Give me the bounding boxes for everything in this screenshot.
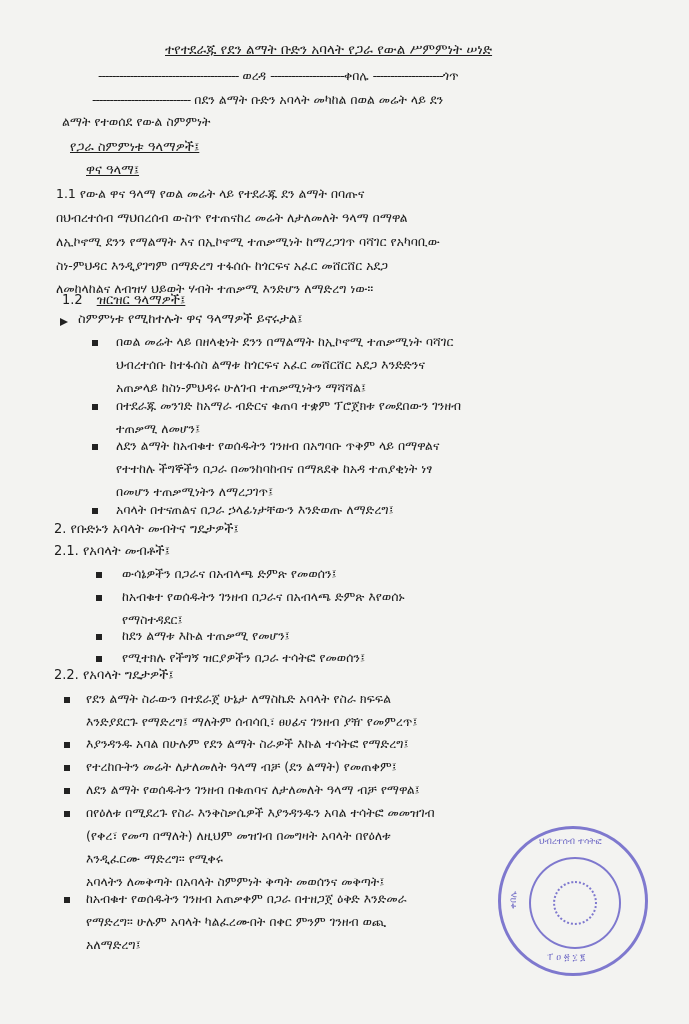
- bullet-icon: [64, 765, 70, 771]
- rights-item-line: ውሳኔዎችን በጋራና በአብላጫ ድምጽ የመወሰን፤: [122, 566, 337, 581]
- duties-item-line: የደን ልማት ስራውን በተደራጀ ሁኔታ ለማስኬድ አባላት የስራ ክፍፍል: [86, 691, 392, 706]
- stamp-text-top: ህብረተሰብ ተሳትፎ: [539, 837, 602, 847]
- location-fill-line: ---------------------------------------- ወረዳ ---------------------ቀበሌ --------------------ጎጥ: [98, 68, 459, 83]
- specific-intro: ስምምነቱ የሚከተሉት ዋና ዓላማዎች ይኖሩታል፤: [78, 312, 303, 327]
- main-goal-line: በህብረተሰብ ማህበረሰብ ውስጥ የተጠናከረ መሬት ለታለመለት ዓላማ በማዋል: [56, 210, 408, 225]
- duties-item-line: እያንዳንዱ አባል በሁሉም የደን ልማት ስራዎች እኩል ተሳትፎ የማድረግ፤: [86, 736, 409, 751]
- bullet-icon: [96, 572, 102, 578]
- specific-item-line: በተደራጁ መንገድ ከአማራ ብድርና ቁጠባ ተቋም ፕሮጀክቱ የመደበውን ገንዘብ: [116, 398, 462, 413]
- duties-item-line: እንድያደርጉ የማድረግ፤ ማለትም ሰብሳቢ፣ ፀሀፊና ገንዘብ ያዥ የመምረጥ፤: [86, 714, 418, 729]
- bullet-icon: [64, 811, 70, 817]
- bullet-icon: [64, 697, 70, 703]
- duties-item-line: እንዲፈርሙ ማድረግ። የሚቀሩ: [86, 851, 223, 866]
- duties-item-line: አባላትን ለመቅጣት በአባላት ስምምነት ቅጣት መወሰንና መቅጣት፤: [86, 874, 385, 889]
- bullet-icon: [96, 595, 102, 601]
- bullet-icon: [92, 340, 98, 346]
- specific-goals-heading-text: ዝርዝር ዓላማዎች፤: [96, 293, 186, 308]
- document-title: ተየተደራጁ የደን ልማት ቡድን አባላት የጋራ የውል ሥምምነት ሠነድ: [165, 42, 493, 58]
- main-goal-line: ለኢኮኖሚ ደንን የማልማት እና በኢኮኖሚ ተጠቃሚነት ከማረጋገጥ ባሻገር የአካባቢው: [56, 234, 440, 249]
- goals-heading: የጋራ ስምምነቱ ዓላማዎች፤: [70, 140, 200, 155]
- specific-item-line: አጠቃላይ ከስነ-ምህዳሩ ሁለገብ ተጠቃሚነትን ማሻሻል፤: [116, 380, 367, 395]
- got-label: ጎጥ: [442, 68, 459, 83]
- duties-heading: 2.2. የአባላት ግዴታዎች፤: [54, 668, 174, 683]
- arrow-bullet-icon: [60, 318, 68, 326]
- duties-item-line: ለደን ልማት የወሰዱትን ገንዘብ በቁጠባና ለታለመለት ዓላማ ብቻ የማዋል፤: [86, 782, 420, 797]
- bullet-icon: [96, 656, 102, 662]
- bullet-icon: [92, 444, 98, 450]
- duties-item-line: ከአብቁተ የወሰዱትን ገንዘብ አጠቃቀም በጋራ በተዘጋጀ ዕቅድ እንድመራ: [86, 891, 407, 906]
- duties-item-line: የተረከቡትን መሬት ለታለመለት ዓላማ ብቻ (ደን ልማት) የመጠቀም፤: [86, 759, 397, 774]
- duties-item-line: አለማድረግ፤: [86, 937, 141, 952]
- bullet-icon: [64, 897, 70, 903]
- official-stamp: [498, 826, 648, 976]
- woreda-label: ወረዳ: [242, 68, 267, 83]
- bullet-icon: [96, 634, 102, 640]
- intro-text-1: በደን ልማት ቡድን አባላት መካከል በወል መሬት ላይ ደን: [194, 92, 444, 107]
- main-goal-line: ስነ-ምህዳር እንዲያገግም በማድረግ ተፋሰሱ ከጎርፍና አፈር መሸርሸር አደጋ: [56, 258, 388, 273]
- bullet-icon: [92, 404, 98, 410]
- specific-item-line: ለደን ልማት ከአብቁተ የወሰዱትን ገንዘብ በአግባቡ ጥቅም ላይ በማዋልና: [116, 438, 440, 453]
- rights-heading: 2.1. የአባላት መብቶች፤: [54, 544, 170, 559]
- specific-item-line: አባላት በተናጠልና በጋራ ኃላፊነታቸውን እንድወጡ ለማድረግ፤: [116, 502, 394, 517]
- intro-line-1: ---------------------------- በደን ልማት ቡድን አባላት መካከል በወል መሬት ላይ ደን: [92, 92, 444, 107]
- bullet-icon: [92, 508, 98, 514]
- specific-item-line: በመሆን ተጠቃሚነትን ለማረጋገጥ፤: [116, 484, 274, 499]
- duties-item-line: (የቀረ፣ የመጣ በማለት) ለዚህም መዝገብ በመግዛት አባላት በየዕለቱ: [86, 828, 391, 843]
- intro-line-2: ልማት የተወሰደ የውል ስምምነት: [62, 114, 211, 129]
- bullet-icon: [64, 742, 70, 748]
- duties-item-line: የማድረግ። ሁሉም አባላት ካልፈረሙበት በቀር ምንም ገንዘብ ወጪ: [86, 914, 386, 929]
- bullet-icon: [64, 788, 70, 794]
- stamp-text-bottom: ፐ ዐ ፳ ፲ ፪: [547, 953, 586, 963]
- stamp-emblem-icon: [553, 881, 597, 925]
- specific-item-line: ተጠቃሚ ለመሆን፤: [116, 421, 201, 436]
- stamp-text-left: ቀበሌ: [508, 891, 519, 909]
- specific-item-line: ህብረተሰቡ ከተፋሰስ ልማቱ ከጎርፍና አፈር መሸርሸር አደጋ እንድድንና: [116, 357, 425, 372]
- specific-goals-heading: 1.2 ዝርዝር ዓላማዎች፤: [62, 293, 186, 308]
- rights-item-line: ከአብቁተ የወሰዱትን ገንዘብ በጋራና በአብላጫ ድምጽ እየወሰኑ: [122, 589, 405, 604]
- rights-item-line: ከደን ልማቱ እኩል ተጠቃሚ የመሆን፤: [122, 628, 290, 643]
- main-goal-heading: ዋና ዓላማ፤: [86, 163, 140, 178]
- rights-duties-heading: 2. የቡድኑን አባላት መብትና ግዴታዎች፤: [54, 522, 239, 537]
- main-goal-line: 1.1 የውል ዋና ዓላማ የወል መሬት ላይ የተደራጁ ደን ልማት በባጡና: [56, 186, 365, 201]
- specific-item-line: በወል መሬት ላይ በዘላቂነት ደንን በማልማት ከኢኮኖሚ ተጠቃሚነት ባሻገር: [116, 334, 454, 349]
- rights-item-line: የሚተክሉ የችግኝ ዝርያዎችን በጋራ ተሳትፎ የመወሰን፤: [122, 650, 366, 665]
- kebele-label: ቀበሌ: [343, 68, 369, 83]
- specific-item-line: የተተከሉ ችግኞችን በጋራ በመንከባከብና በማጸደቅ ከአዳ ተጠያቂነት ነፃ: [116, 461, 433, 476]
- main-goal-line: ለመከላከልና ለብዝሃ ህይወት ሃብት ተጠቃሚ እንድሆን ለማድረግ ነው።: [56, 281, 374, 296]
- duties-item-line: በየዕለቱ በሚደረጉ የስራ እንቅስቃሴዎች እያንዳንዱን አባል ተሳትፎ መመዝገብ: [86, 805, 435, 820]
- rights-item-line: የማስተዳደር፤: [122, 612, 183, 627]
